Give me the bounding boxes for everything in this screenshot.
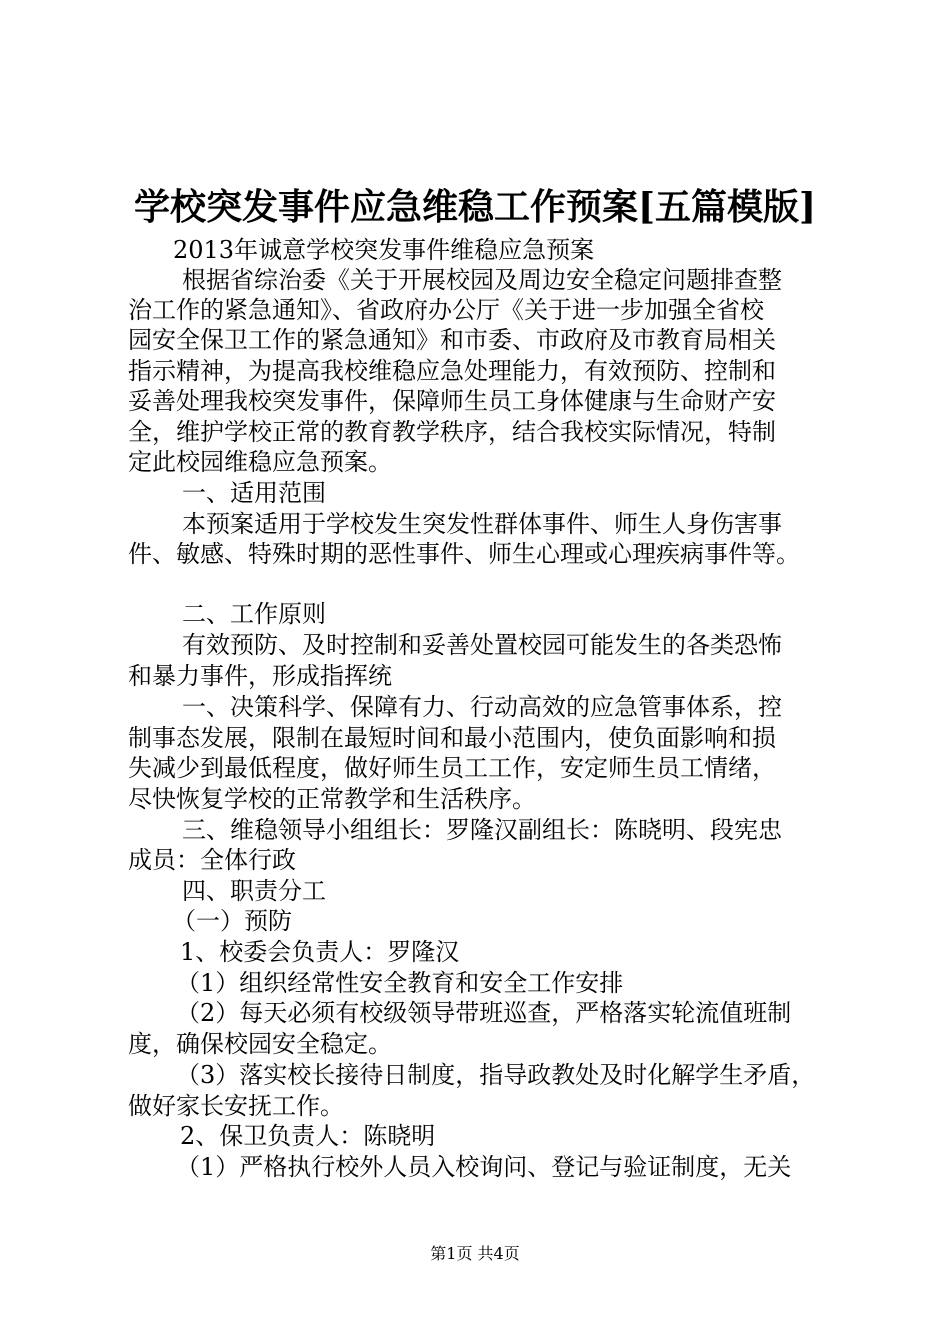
section-heading: 一、适用范围 [182, 479, 326, 507]
section-heading: 二、工作原则 [182, 600, 326, 628]
text-line: 园安全保卫工作的紧急通知》和市委、市政府及市教育局相关 [128, 326, 776, 354]
text-line: 本预案适用于学校发生突发性群体事件、师生人身伤害事 [182, 510, 782, 538]
text-line: 三、维稳领导小组组长：罗隆汉副组长：陈晓明、段宪忠 [182, 816, 782, 844]
text-line: 根据省综治委《关于开展校园及周边安全稳定问题排查整 [182, 266, 782, 294]
subsection-heading: （一）预防 [172, 907, 292, 935]
text-line: 2、保卫负责人：陈晓明 [180, 1122, 436, 1150]
text-line: 做好家长安抚工作。 [128, 1092, 344, 1120]
text-line: 制事态发展，限制在最短时间和最小范围内，使负面影响和损 [128, 724, 776, 752]
text-line: 定此校园维稳应急预案。 [128, 448, 392, 476]
text-line: 全，维护学校正常的教育教学秩序，结合我校实际情况，特制 [128, 418, 776, 446]
text-line: 有效预防、及时控制和妥善处置校园可能发生的各类恐怖 [182, 631, 782, 659]
text-line: （1）组织经常性安全教育和安全工作安排 [176, 969, 624, 997]
text-line: 2013年诚意学校突发事件维稳应急预案 [173, 236, 595, 264]
text-line: 尽快恢复学校的正常教学和生活秩序。 [128, 785, 536, 813]
text-line: 失减少到最低程度，做好师生员工工作，安定师生员工情绪， [128, 754, 776, 782]
text-line: （2）每天必须有校级领导带班巡查，严格落实轮流值班制 [176, 999, 792, 1027]
text-line: 度，确保校园安全稳定。 [128, 1030, 392, 1058]
page-title: 学校突发事件应急维稳工作预案[五篇模版] [133, 186, 817, 228]
text-line: （3）落实校长接待日制度，指导政教处及时化解学生矛盾， [176, 1061, 816, 1089]
text-line: 1、校委会负责人：罗隆汉 [180, 938, 460, 966]
text-line: 和暴力事件，形成指挥统 [128, 662, 392, 690]
section-heading: 四、职责分工 [182, 877, 326, 905]
page-footer: 第1页 共4页 [430, 1244, 520, 1263]
text-line: 成员：全体行政 [128, 846, 296, 874]
text-line: 一、决策科学、保障有力、行动高效的应急管事体系，控 [182, 693, 782, 721]
text-line: 妥善处理我校突发事件，保障师生员工身体健康与生命财产安 [128, 387, 776, 415]
text-line: 指示精神，为提高我校维稳应急处理能力，有效预防、控制和 [128, 357, 776, 385]
text-line: 治工作的紧急通知》、省政府办公厅《关于进一步加强全省校 [128, 296, 764, 324]
text-line: 件、敏感、特殊时期的恶性事件、师生心理或心理疾病事件等。 [128, 540, 800, 568]
text-line: （1）严格执行校外人员入校询问、登记与验证制度，无关 [176, 1153, 792, 1181]
